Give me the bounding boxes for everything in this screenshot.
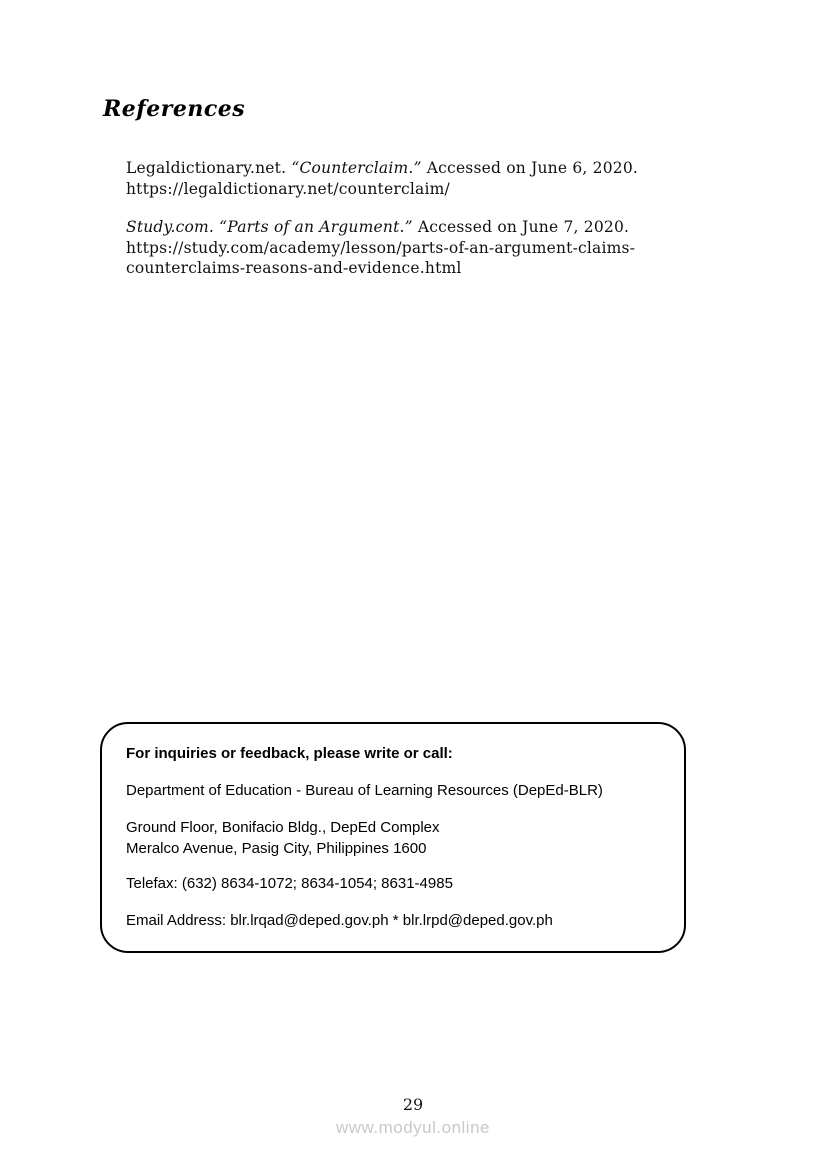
reference-entry [126,217,706,279]
references-list [126,158,706,297]
page-number: 29 [402,1095,424,1114]
feedback-office-line: Department of Education - Bureau of Learning Resources (DepEd-BLR) [126,782,603,799]
page-title: References [103,96,246,122]
feedback-email: Email Address: blr.lrqad@deped.gov.ph * blr.lrpd@deped.gov.ph [126,912,553,929]
reference-entry [126,158,706,199]
feedback-heading: For inquiries or feedback, please write or call: [126,745,453,762]
reference-url: https://legaldictionary.net/counterclaim/ [126,179,450,198]
reference-source: Study.com. “Parts of an Argument.” [126,218,413,236]
reference-accessed-date: Accessed on June 7, 2020. [412,218,630,236]
reference-url: counterclaims-reasons-and-evidence.html [126,259,462,277]
reference-work-title: “Counterclaim.” [291,159,422,177]
reference-url: https://study.com/academy/lesson/parts-of-an-argument-claims- [126,238,636,257]
reference-source: Legaldictionary.net. [126,159,292,177]
feedback-telefax: Telefax: (632) 8634-1072; 8634-1054; 8631-4985 [126,875,453,892]
feedback-box [100,722,686,953]
watermark: www.modyul.online [335,1118,490,1137]
feedback-address-line2: Meralco Avenue, Pasig City, Philippines 1600 [126,840,427,857]
reference-accessed-date: Accessed on June 6, 2020. [421,159,639,177]
feedback-address-line1: Ground Floor, Bonifacio Bldg., DepEd Complex [126,819,440,836]
feedback-address [126,817,660,859]
